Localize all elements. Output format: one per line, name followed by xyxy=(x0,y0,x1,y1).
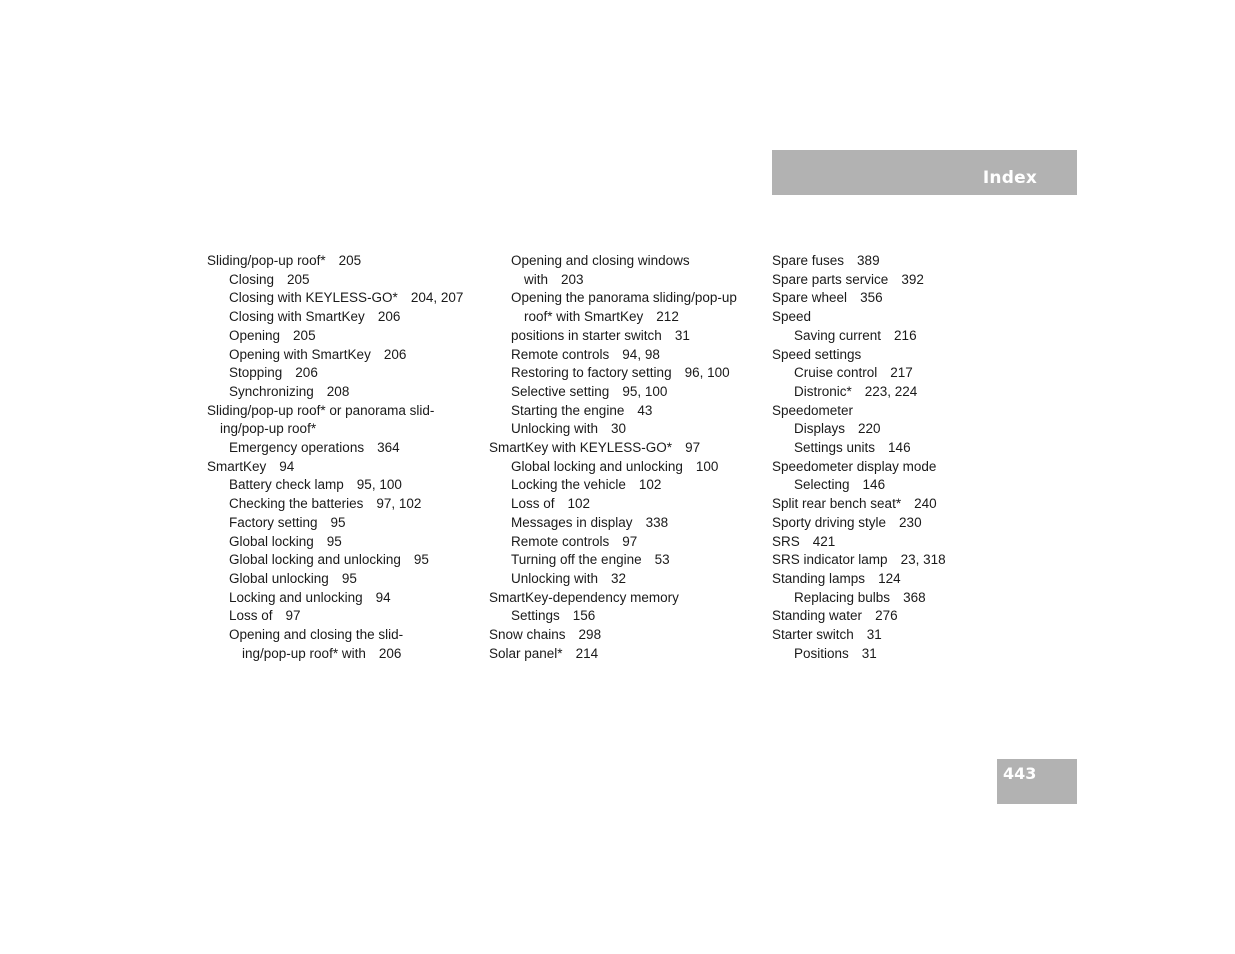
index-entry xyxy=(489,289,737,308)
index-entry xyxy=(207,364,463,383)
index-entry xyxy=(207,458,463,477)
index-entry-text: Standing lamps xyxy=(772,570,866,586)
page-number: 443 xyxy=(1003,764,1037,783)
index-entry-pages: 389 xyxy=(857,253,880,268)
index-entry xyxy=(489,327,737,346)
index-entry-pages: 214 xyxy=(575,645,599,661)
index-entry-text: Sliding/pop-up roof* or panorama slid- xyxy=(207,402,435,418)
index-entry-pages: 94 xyxy=(375,589,391,605)
index-entry xyxy=(772,533,946,552)
index-entry xyxy=(772,495,946,514)
index-entry-text: Split rear bench seat* xyxy=(772,496,902,512)
index-entry-text: SmartKey with KEYLESS-GO* xyxy=(489,440,673,456)
index-entry-text: Synchronizing xyxy=(229,383,314,399)
index-entry xyxy=(207,551,463,570)
index-entry xyxy=(772,607,946,626)
index-entry-text: Sporty driving style xyxy=(772,514,887,530)
index-entry-text: roof* with SmartKey xyxy=(524,309,644,325)
index-entry xyxy=(207,252,463,271)
index-entry xyxy=(489,364,737,383)
index-entry-text: with xyxy=(524,271,549,287)
index-entry xyxy=(207,514,463,533)
index-entry xyxy=(207,607,463,626)
index-entry-pages: 338 xyxy=(645,514,669,530)
index-entry xyxy=(207,626,463,645)
index-entry-text: positions in starter switch xyxy=(511,327,662,343)
index-entry-text: Opening the panorama sliding/pop-up xyxy=(511,290,737,306)
index-entry-text: Spare fuses xyxy=(772,253,845,268)
index-entry xyxy=(489,402,737,421)
index-entry-pages: 95 xyxy=(326,533,342,549)
index-entry-pages: 206 xyxy=(377,309,401,325)
index-entry xyxy=(489,589,737,608)
index-entry-text: Settings units xyxy=(794,440,876,456)
index-entry-text: Global locking and unlocking xyxy=(511,458,683,474)
index-entry-pages: 206 xyxy=(383,346,407,362)
index-entry-pages: 364 xyxy=(377,440,400,456)
index-entry xyxy=(207,476,463,495)
index-entry-pages: 97 xyxy=(622,533,638,549)
index-entry xyxy=(772,364,946,383)
index-entry-pages: 31 xyxy=(674,327,690,343)
index-entry-text: Emergency operations xyxy=(229,440,365,456)
index-entry xyxy=(772,626,946,645)
index-entry-pages: 421 xyxy=(812,533,836,549)
index-entry-pages: 32 xyxy=(611,570,627,586)
index-entry-text: Locking the vehicle xyxy=(511,477,626,493)
index-entry-text: Factory setting xyxy=(229,514,318,530)
index-entry xyxy=(772,346,946,365)
index-entry-pages: 206 xyxy=(378,645,402,661)
index-entry-text: SmartKey xyxy=(207,458,267,474)
index-entry-pages: 216 xyxy=(894,327,917,343)
index-entry xyxy=(772,476,946,495)
index-entry xyxy=(207,570,463,589)
index-entry-pages: 203 xyxy=(561,271,584,287)
index-entry-pages: 205 xyxy=(338,253,362,268)
index-entry-text: Speedometer xyxy=(772,402,854,418)
index-entry-pages: 392 xyxy=(901,271,924,287)
index-entry-pages: 94, 98 xyxy=(622,346,660,362)
index-entry xyxy=(489,383,737,402)
index-entry-pages: 100 xyxy=(695,458,719,474)
index-entry xyxy=(207,533,463,552)
index-entry xyxy=(207,402,463,421)
index-entry-text: ing/pop-up roof* xyxy=(220,421,317,437)
index-entry-text: Closing xyxy=(229,271,275,287)
index-entry-pages: 220 xyxy=(858,421,881,437)
index-column-3 xyxy=(772,252,946,663)
index-entry-text: Cruise control xyxy=(794,365,878,381)
index-entry-text: Selecting xyxy=(794,477,850,493)
index-entry xyxy=(489,458,737,477)
index-entry-text: Speed xyxy=(772,309,812,325)
index-entry xyxy=(489,551,737,570)
index-entry xyxy=(207,645,463,664)
index-entry xyxy=(207,346,463,365)
index-entry xyxy=(207,308,463,327)
index-entry xyxy=(772,271,946,290)
index-entry-text: SmartKey-dependency memory xyxy=(489,589,679,605)
index-entry xyxy=(772,420,946,439)
index-entry-pages: 212 xyxy=(656,309,679,325)
index-entry-text: Global locking xyxy=(229,533,314,549)
index-entry-pages: 240 xyxy=(914,496,937,512)
index-entry-pages: 205 xyxy=(287,271,310,287)
index-entry xyxy=(489,645,737,664)
index-entry-text: Restoring to factory setting xyxy=(511,365,672,381)
index-entry-text: Unlocking with xyxy=(511,570,599,586)
index-entry-pages: 205 xyxy=(293,327,316,343)
index-column-1 xyxy=(207,252,463,663)
index-entry-pages: 230 xyxy=(899,514,922,530)
index-entry xyxy=(772,458,946,477)
index-entry xyxy=(489,420,737,439)
index-entry-pages: 156 xyxy=(572,608,596,624)
index-entry-text: Positions xyxy=(794,645,849,661)
index-entry-text: Stopping xyxy=(229,365,283,381)
index-entry-text: Turning off the engine xyxy=(511,552,642,568)
index-entry xyxy=(489,607,737,626)
index-entry xyxy=(207,289,463,308)
index-entry xyxy=(489,439,737,458)
index-entry-text: Solar panel* xyxy=(489,645,563,661)
index-entry-pages: 146 xyxy=(862,477,886,493)
index-entry xyxy=(489,570,737,589)
index-entry-text: Settings xyxy=(511,608,560,624)
index-entry-text: Starter switch xyxy=(772,627,854,643)
index-entry-text: Spare parts service xyxy=(772,271,889,287)
index-entry-text: Snow chains xyxy=(489,627,566,643)
index-entry xyxy=(489,271,737,290)
index-entry-pages: 96, 100 xyxy=(684,365,730,381)
index-entry xyxy=(489,252,737,271)
index-entry-pages: 31 xyxy=(861,645,877,661)
index-entry xyxy=(772,252,946,271)
header-title: Index xyxy=(982,168,1037,188)
index-entry xyxy=(207,327,463,346)
index-entry-pages: 97 xyxy=(285,608,301,624)
index-entry-text: Global locking and unlocking xyxy=(229,552,401,568)
index-entry-text: Standing water xyxy=(772,608,863,624)
index-entry-text: Opening and closing the slid- xyxy=(229,627,404,643)
index-entry-pages: 217 xyxy=(890,365,913,381)
index-entry xyxy=(772,589,946,608)
index-entry-pages: 298 xyxy=(578,627,602,643)
index-entry xyxy=(772,327,946,346)
index-entry-pages: 146 xyxy=(888,440,911,456)
index-entry-text: Opening and closing windows xyxy=(511,253,690,268)
index-entry xyxy=(489,514,737,533)
index-entry-text: Global unlocking xyxy=(229,570,329,586)
index-entry xyxy=(207,420,463,439)
index-entry xyxy=(772,514,946,533)
index-entry-pages: 43 xyxy=(637,402,653,418)
index-entry-pages: 23, 318 xyxy=(900,552,946,568)
index-entry-text: SRS xyxy=(772,533,800,549)
index-entry-pages: 95, 100 xyxy=(356,477,402,493)
index-entry-text: Opening xyxy=(229,327,281,343)
index-entry-text: Displays xyxy=(794,421,846,437)
index-entry-text: Speedometer display mode xyxy=(772,458,937,474)
index-entry-pages: 31 xyxy=(866,627,882,643)
index-entry-pages: 124 xyxy=(878,570,901,586)
index-entry-pages: 102 xyxy=(567,496,591,512)
index-entry-text: Replacing bulbs xyxy=(794,589,891,605)
index-entry xyxy=(207,383,463,402)
index-column-2 xyxy=(489,252,737,663)
index-entry-text: Spare wheel xyxy=(772,290,848,306)
index-entry xyxy=(489,346,737,365)
index-entry xyxy=(772,402,946,421)
index-entry-pages: 95, 100 xyxy=(622,383,668,399)
index-entry-text: Opening with SmartKey xyxy=(229,346,371,362)
index-entry-pages: 204, 207 xyxy=(410,290,464,306)
index-entry-pages: 53 xyxy=(654,552,670,568)
index-entry-pages: 30 xyxy=(611,421,627,437)
index-entry xyxy=(489,626,737,645)
index-entry-pages: 368 xyxy=(903,589,926,605)
index-entry xyxy=(772,308,946,327)
index-entry xyxy=(489,533,737,552)
index-entry-text: Unlocking with xyxy=(511,421,599,437)
index-entry-text: Closing with KEYLESS-GO* xyxy=(229,290,398,306)
index-entry xyxy=(772,645,946,664)
index-entry xyxy=(207,271,463,290)
index-entry-text: Messages in display xyxy=(511,514,633,530)
index-entry-text: SRS indicator lamp xyxy=(772,552,888,568)
index-entry-text: Loss of xyxy=(511,496,555,512)
index-entry-pages: 95 xyxy=(413,552,429,568)
index-entry-pages: 94 xyxy=(279,458,295,474)
index-entry xyxy=(772,383,946,402)
index-entry-text: Selective setting xyxy=(511,383,610,399)
index-entry-text: Locking and unlocking xyxy=(229,589,363,605)
index-entry-text: Starting the engine xyxy=(511,402,625,418)
index-entry xyxy=(207,495,463,514)
index-entry-text: Speed settings xyxy=(772,346,862,362)
page-number-box xyxy=(997,759,1077,804)
index-entry-pages: 276 xyxy=(875,608,898,624)
index-entry-text: Battery check lamp xyxy=(229,477,344,493)
index-entry-pages: 208 xyxy=(326,383,350,399)
index-entry-text: Saving current xyxy=(794,327,882,343)
index-entry-pages: 97 xyxy=(685,440,701,456)
index-entry-pages: 95 xyxy=(330,514,346,530)
index-entry-text: ing/pop-up roof* with xyxy=(242,645,366,661)
index-entry xyxy=(772,570,946,589)
index-entry xyxy=(489,308,737,327)
index-entry-pages: 206 xyxy=(295,365,318,381)
index-entry-text: Checking the batteries xyxy=(229,496,364,512)
index-entry xyxy=(207,589,463,608)
index-entry xyxy=(207,439,463,458)
index-entry-pages: 102 xyxy=(638,477,662,493)
index-entry-pages: 97, 102 xyxy=(376,496,422,512)
index-entry-pages: 356 xyxy=(860,290,883,306)
index-entry-text: Closing with SmartKey xyxy=(229,309,365,325)
index-entry xyxy=(772,551,946,570)
index-entry-text: Remote controls xyxy=(511,346,610,362)
index-entry-text: Sliding/pop-up roof* xyxy=(207,253,326,268)
index-entry xyxy=(772,439,946,458)
index-entry xyxy=(489,495,737,514)
index-entry-text: Remote controls xyxy=(511,533,610,549)
index-entry xyxy=(489,476,737,495)
index-entry-pages: 223, 224 xyxy=(864,383,918,399)
index-entry-text: Distronic* xyxy=(794,383,852,399)
index-header-tab xyxy=(772,150,1077,195)
index-entry-text: Loss of xyxy=(229,608,273,624)
index-entry-pages: 95 xyxy=(341,570,357,586)
index-entry xyxy=(772,289,946,308)
